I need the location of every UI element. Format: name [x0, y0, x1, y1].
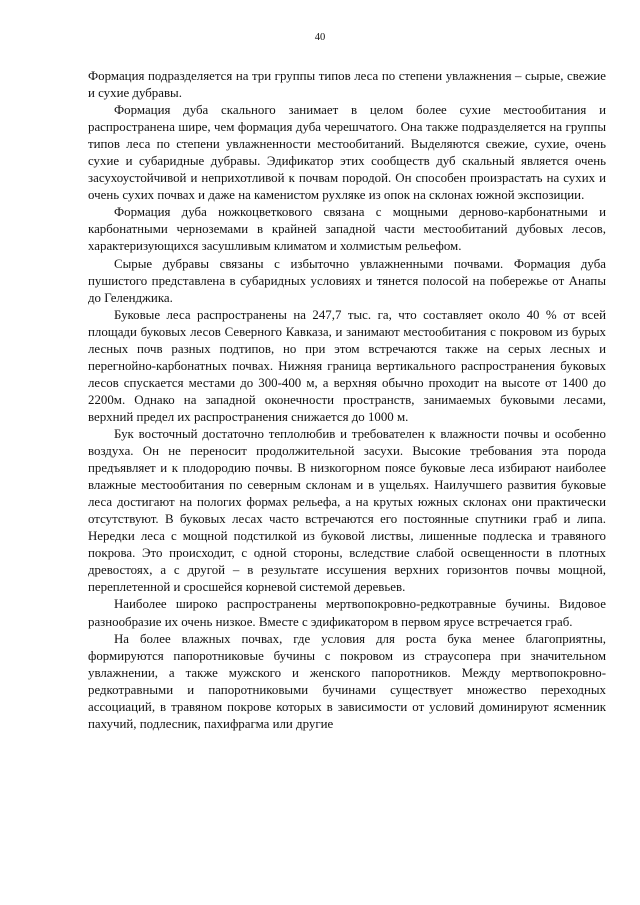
paragraph-oak-formation-groups: Формация подразделяется на три группы типов леса по степени увлажнения – сырые, свежие и сухие дубравы.: [88, 69, 606, 101]
paragraph-sessile-oak: Формация дуба скального занимает в целом более сухие местообитания и распространена шире, чем формация дуба черешчатого. Она также подразделяется на группы типов леса по степени увлажненности местообитаний. Выделяются свежие, сухие, очень сухие и субаридные дубравы. Эдификатор этих сообществ дуб скальный является очень засухоустойчивой и неприхотливой к почвам породой. Он способен произрастать на сухих и очень сухих почвах и даже на каменистом рухляке из опок на склонах южной экспозиции.: [88, 103, 606, 203]
paragraph-pedunculate-flower-oak: Формация дуба ножкоцветкового связана с мощными дерново-карбонатными и карбонатными черноземами в крайней западной части местообитаний дубовых лесов, характеризующихся засушливым климатом и холмистым рельефом.: [88, 205, 606, 254]
paragraph-wet-oak-forests: Сырые дубравы связаны с избыточно увлажненными почвами. Формация дуба пушистого представлена в субаридных условиях и тянется полосой на побережье от Анапы до Геленджика.: [88, 256, 606, 305]
document-body: [88, 68, 606, 733]
paragraph-beech-forests-distribution: Буковые леса распространены на 247,7 тыс. га, что составляет около 40 % от всей площади буковых лесов Северного Кавказа, и занимают местообитания с покровом из бурых лесных почв разных подтипов, но при этом встречаются также на серых лесных и перегнойно-карбонатных почвах. Нижняя граница вертикального распространения буковых лесов спускается местами до 300-400 м, а верхняя обычно проходит на высоте от 1400 до 2200м. Однако на западной оконечности пространств, занимаемых буковыми лесами, верхний предел их распространения снижается до 1000 м.: [88, 307, 606, 424]
paragraph-fern-beech: На более влажных почвах, где условия для роста бука менее благоприятны, формируются папоротниковые бучины с покровом из страусопера при значительном увлажнении, а также мужского и женского папоротников. Между мертвопокровно-редкотравными и папоротниковыми бучинами существует множество переходных ассоциаций, в травяном покрове которых в зависимости от условий доминируют ясменник пахучий, подлесник, пахифрагма или другие: [88, 631, 606, 731]
paragraph-dead-cover-beech: Наиболее широко распространены мертвопокровно-редкотравные бучины. Видовое разнообразие их очень низкое. Вместе с эдификатором в первом ярусе встречается граб.: [88, 597, 606, 629]
page-number: 40: [314, 32, 326, 43]
paragraph-oriental-beech: Бук восточный достаточно теплолюбив и требователен к влажности почвы и особенно воздуха. Он не переносит продолжительной засухи. Высокие требования эта порода предъявляет и к плодородию почвы. В низкогорном поясе буковые леса избирают наиболее влажные местообитания по северным склонам и в ущельях. Наилучшего развития буковые леса достигают на пологих формах рельефа, а на крутых южных склонах они практически отсутствуют. В буковых лесах часто встречаются его постоянные спутники граб и липа. Нередки леса с мощной подстилкой из буковой листвы, лишенные подлеска и травяного покрова. Это происходит, с одной стороны, вследствие слабой освещенности в плотных древостоях, а с другой – в результате иссушения верхних горизонтов почвы мощной, переплетенной и сросшейся корневой системой деревьев.: [88, 426, 606, 595]
